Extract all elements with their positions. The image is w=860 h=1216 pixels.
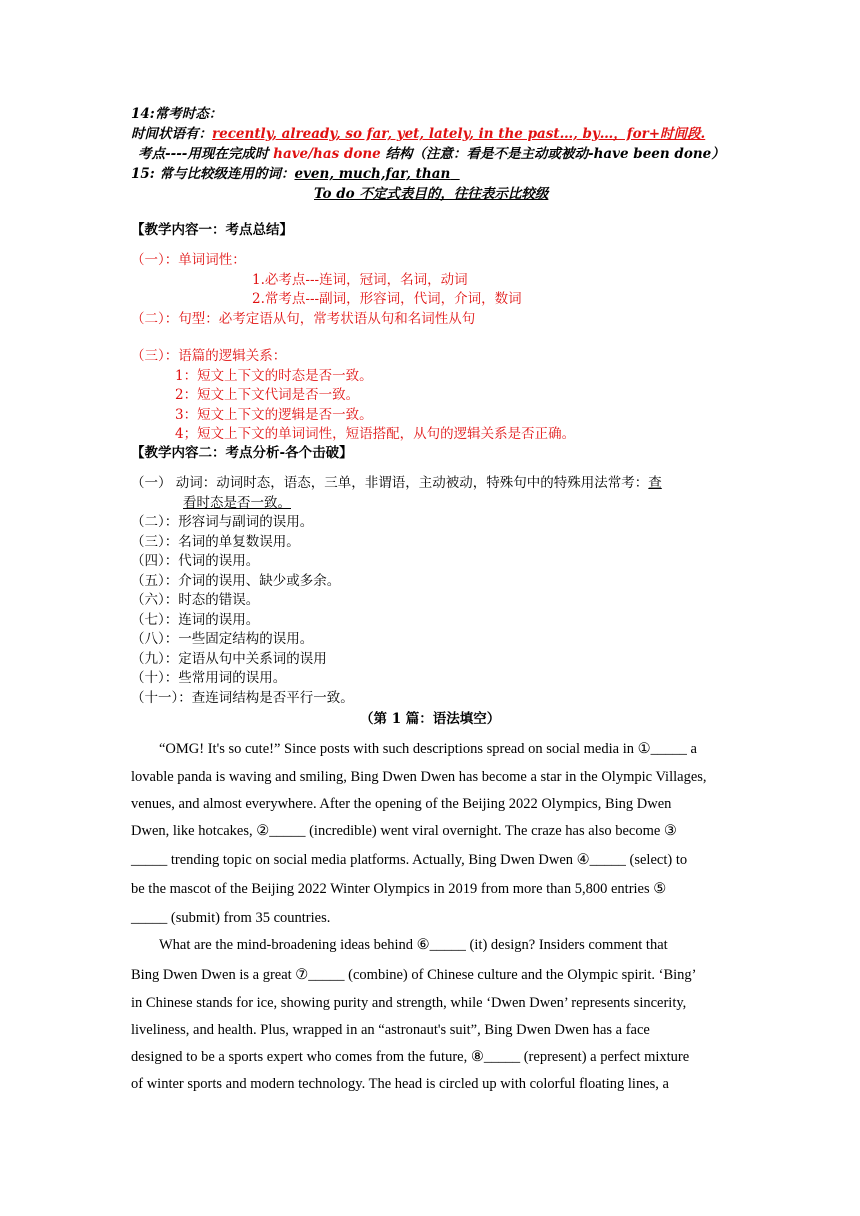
sec1-part-1: （一）：单词词性： [131,252,246,268]
sec1-part-3-2: 2：短文上下文代词是否一致。 [175,387,360,403]
passage-line: venues, and almost everywhere. After the opening of the Beijing 2022 Olympics, Bing Dwen [131,796,672,812]
passage-line: of winter sports and modern technology. The head is circled up with colorful floating lines, a [131,1076,669,1092]
sec2-item: （十）：些常用词的误用。 [131,670,287,686]
sec1-part-3-1: 1：短文上下文的时态是否一致。 [175,368,373,384]
sec2-item: （六）：时态的错误。 [131,592,260,608]
item-14-key-red: have/has done [273,146,381,162]
item-15-to-do: To do 不定式表目的，往往表示比较级 [314,186,549,202]
passage-line: lovable panda is waving and smiling, Bing Dwen Dwen has become a star in the Olympic Villages, [131,769,707,785]
passage-line: What are the mind-broadening ideas behind ⑥_____ (it) design? Insiders comment that [159,937,668,953]
sec2-item: （三）：名词的单复数误用。 [131,534,300,550]
item-14-key-point [138,145,725,163]
item-14-adverbials-list: recently, already, so far, yet, lately, in the past…, by…，for+时间段. [212,126,706,142]
passage-line: liveliness, and health. Plus, wrapped in an “astronaut's suit”, Bing Dwen Dwen has a face [131,1022,650,1038]
section-2-heading: 【教学内容二：考点分析-各个击破】 [131,445,353,461]
sec1-part-3-3: 3：短文上下文的逻辑是否一致。 [175,407,373,423]
section-1-heading: 【教学内容一：考点总结】 [131,222,293,238]
item-14-key-b: 结构（注意：看是不是主动或被动-have been done） [380,146,725,162]
sec2-item: （五）：介词的误用、缺少或多余。 [131,573,341,589]
item-15-prefix: 15: 常与比较级连用的词： [131,166,295,182]
passage-line: in Chinese stands for ice, showing purity and strength, while ‘Dwen Dwen’ represents sincerity, [131,995,687,1011]
passage-line: Bing Dwen Dwen is a great ⑦_____ (combine) of Chinese culture and the Olympic spirit. ‘Bing’ [131,967,697,983]
passage-title: （第 1 篇：语法填空） [360,711,501,727]
sec1-part-2: （二）：句型：必考定语从句，常考状语从句和名词性从句 [131,311,476,327]
sec1-part-3: （三）：语篇的逻辑关系： [131,348,287,364]
passage-line: _____ (submit) from 35 countries. [131,910,331,926]
item-14-prefix: 时间状语有： [131,126,212,142]
passage-line: Dwen, like hotcakes, ②_____ (incredible) went viral overnight. The craze has also become ③ [131,823,677,839]
passage-line: “OMG! It's so cute!” Since posts with such descriptions spread on social media in ①_____ a [159,741,697,757]
sec1-part-1a: 1.必考点---连词，冠词，名词，动词 [252,272,468,288]
passage-line: designed to be a sports expert who comes from the future, ⑧_____ (represent) a perfect mixture [131,1049,690,1065]
sec2-item-1-text: （一） 动词：动词时态，语态，三单，非谓语，主动被动，特殊句中的特殊用法常考： [131,475,649,491]
item-15-words: even, much,far, than [294,166,451,182]
item-14-time-adverbials [131,125,705,143]
item-14-key-a: 考点----用现在完成时 [138,146,274,162]
sec2-item: （九）：定语从句中关系词的误用 [131,651,327,667]
item-15 [131,165,460,183]
sec2-item: （四）：代词的误用。 [131,553,260,569]
sec1-part-3-4: 4；短文上下文的单词词性，短语搭配，从句的逻辑关系是否正确。 [175,426,576,442]
sec2-item-1 [131,474,662,492]
sec2-item-1-underlined: 查 [648,475,662,491]
sec2-item: （二）：形容词与副词的误用。 [131,514,314,530]
passage-line: be the mascot of the Beijing 2022 Winter Olympics in 2019 from more than 5,800 entries ⑤ [131,881,667,897]
sec2-item-1-continued: 看时态是否一致。 [183,495,291,511]
sec2-item: （八）：一些固定结构的误用。 [131,631,314,647]
sec2-item: （七）：连词的误用。 [131,612,260,628]
passage-line: _____ trending topic on social media platforms. Actually, Bing Dwen Dwen ④_____ (select) to [131,852,688,868]
item-14-title: 14:常考时态： [131,106,223,122]
sec1-part-1b: 2.常考点---副词，形容词，代词，介词，数词 [252,291,522,307]
sec2-item: （十一）：查连词结构是否平行一致。 [131,690,354,706]
